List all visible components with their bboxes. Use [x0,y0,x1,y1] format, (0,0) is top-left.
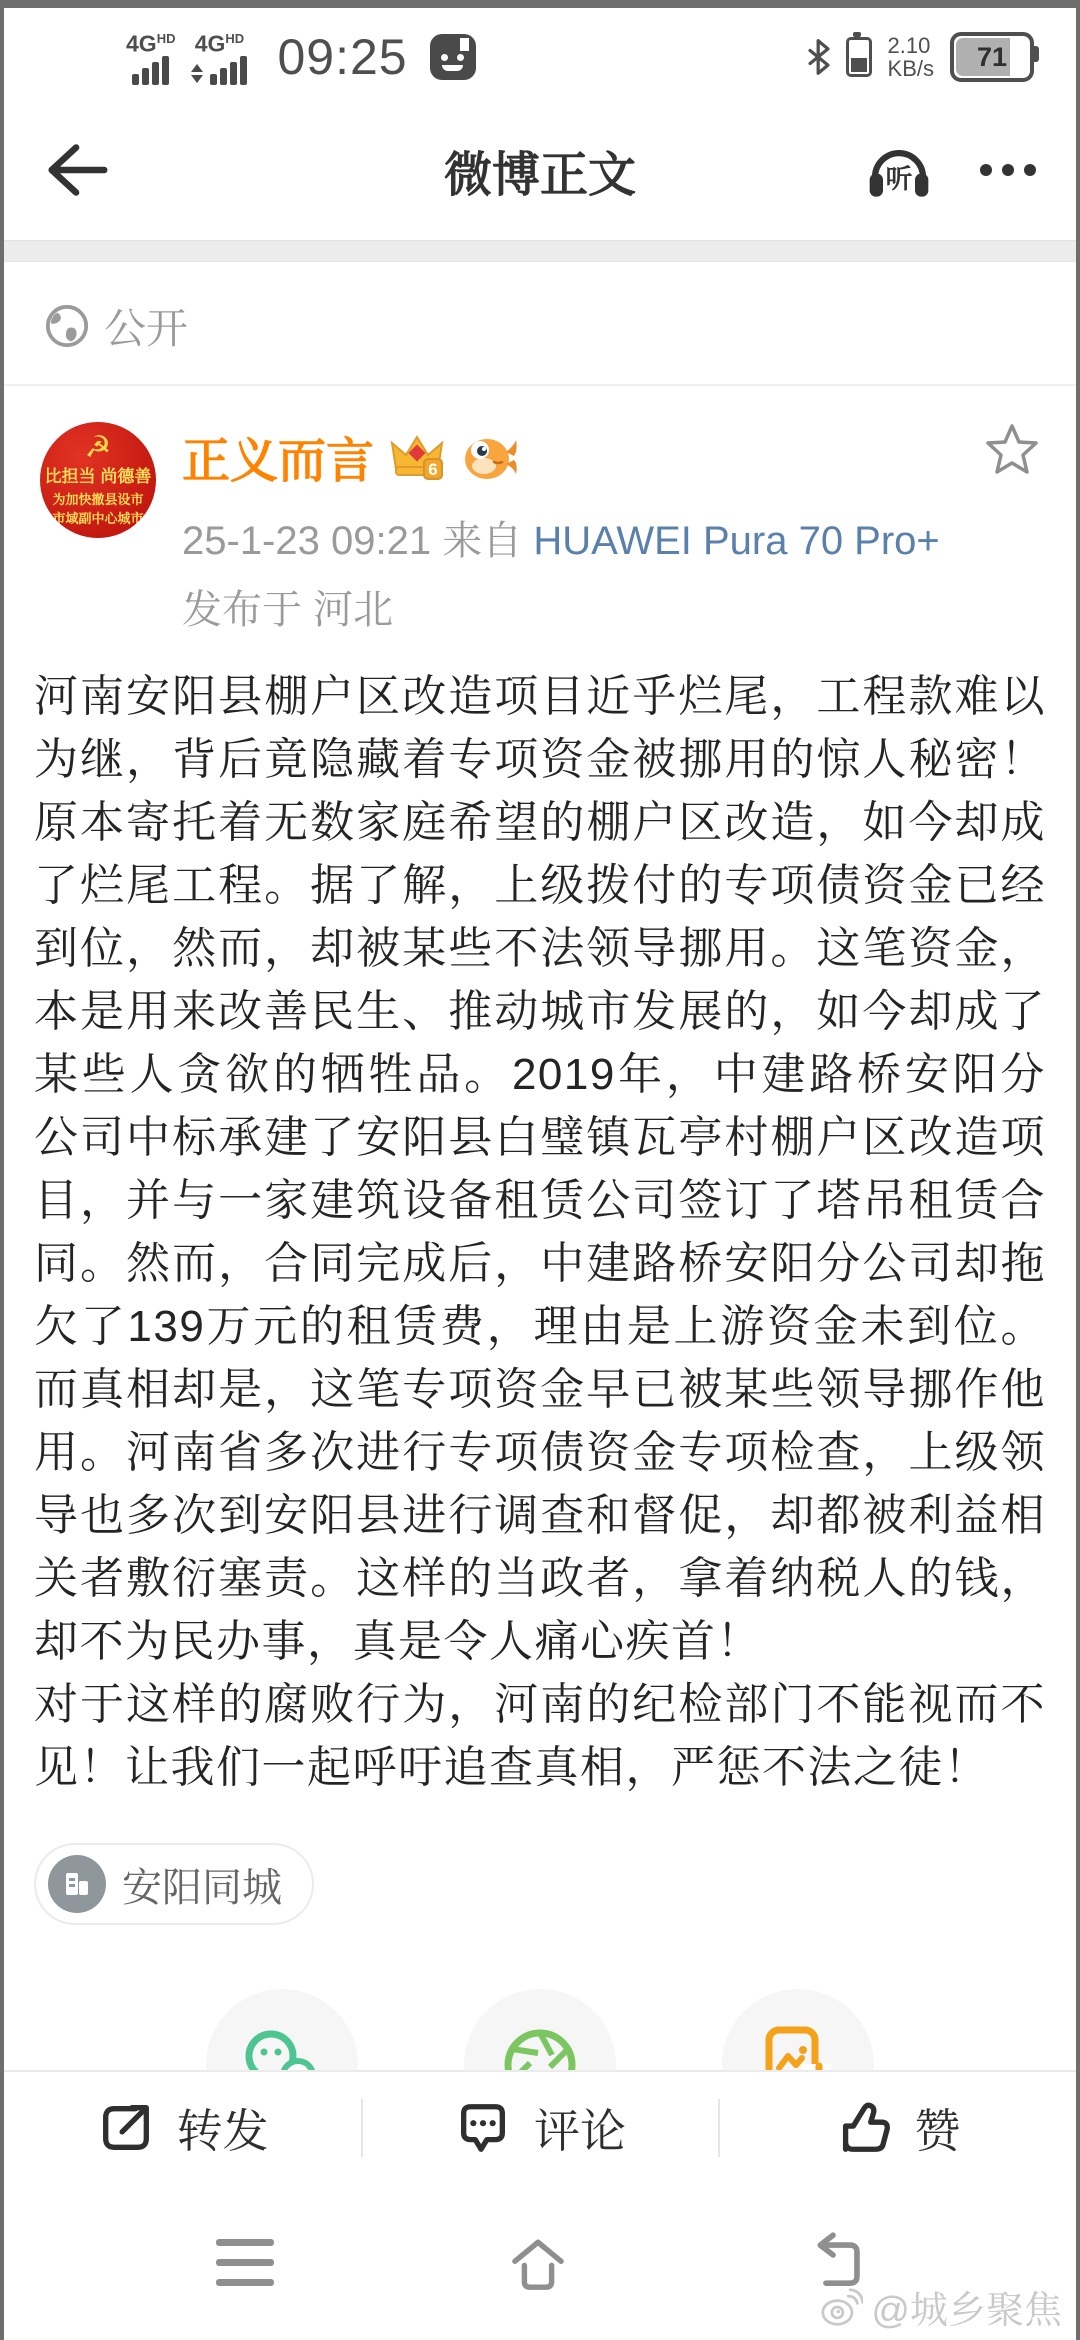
avatar[interactable]: ☭ 比担当 尚德善 为加快撤县设市 市域副中心城市 [40,422,156,538]
city-building-icon [48,1855,106,1913]
screen-top-edge [4,0,1076,8]
network-type-sim2: $4G^{HD}$ [194,30,245,57]
svg-text:听: 听 [885,163,913,194]
like-button[interactable] [719,2095,1076,2161]
post-paragraph: 对于这样的腐败行为，河南的纪检部门不能视而不见！让我们一起呼吁追查真相，严惩不法之徒！ [34,1680,1046,1792]
battery-percent: 71 [976,41,1008,72]
section-separator [4,240,1076,262]
author-row [4,386,1076,635]
favorite-star-icon[interactable] [984,422,1040,476]
more-options-icon[interactable] [980,164,1036,176]
visibility-label: 公开 [104,305,189,352]
action-bar [4,2070,1076,2184]
like-label: 赞 [914,2105,961,2157]
watermark [819,2279,1062,2334]
post-body [34,665,1046,1799]
bluetooth-icon [806,37,832,77]
like-thumb-icon [834,2099,892,2157]
status-bar-right [806,32,1034,82]
notification-app-icon [430,34,476,80]
listen-icon[interactable] [864,138,934,202]
network-speed: 2.10 KB/s [887,33,934,81]
vip-crown-badge-icon [388,431,446,483]
network-type-sim1: $4G^{HD}$ [126,30,176,57]
signal-sim2-icon [191,29,247,86]
post-meta [182,509,940,566]
repost-button[interactable] [4,2095,361,2161]
comment-label: 评论 [533,2105,626,2157]
bottom-bars [4,2070,1076,2340]
post-paragraph: 河南安阳县棚户区改造项目近乎烂尾，工程款难以为继，背后竟隐藏着专项资金被挪用的惊人秘密！原本寄托着无数家庭希望的棚户区改造，如今却成了烂尾工程。据了解，上级拨付的专项债资金已经到位，然而，却被某些不法领导挪用。这笔资金，本是用来改善民生、推动城市发展的，如今却成了某些人贪欲的牺牲品。2019年，中建路桥安阳分公司中标承建了安阳县白璧镇瓦亭村棚户区改造项目，并与一家建筑设备租赁公司签订了塔吊租赁合同。然而，合同完成后，中建路桥安阳分公司却拖欠了139万元的租赁费，理由是上游资金未到位。而真相却是，这笔专项资金早已被某些领导挪作他用。河南省多次进行专项债资金专项检查，上级领导也多次到安阳县进行调查和督促，却都被利益相关者敷衍塞责。这样的当政者，拿着纳税人的钱，却不为民办事，真是令人痛心疾首！ [34,672,1046,1666]
signal-bars-sim2-icon [191,56,247,85]
post-location: 发布于 河北 [182,588,394,632]
watermark-text: @城乡聚焦 [871,2290,1062,2332]
comment-icon [454,2099,512,2157]
svg-text:6: 6 [428,459,438,479]
status-time: 09:25 [277,29,408,85]
signal-bars-sim1-icon [132,56,169,85]
weibo-logo-icon [819,2287,863,2327]
repost-label: 转发 [176,2105,269,2157]
fish-emoji-icon [460,432,518,482]
source-device-link[interactable]: HUAWEI Pura 70 Pro+ [533,519,940,563]
status-bar [4,8,1076,100]
globe-icon [44,303,90,349]
visibility-row [4,262,1076,384]
source-prefix: 来自 [442,519,523,563]
post-date: 25-1-23 09:21 [182,519,432,563]
party-emblem-icon: ☭ [84,429,112,465]
battery-icon [950,32,1034,82]
author-name[interactable]: 正义而言 [182,435,375,488]
comment-button[interactable] [361,2095,718,2161]
tag-label: 安阳同城 [122,1865,282,1910]
local-tag-chip[interactable] [34,1843,314,1925]
recents-nav-icon[interactable] [216,2239,274,2286]
home-nav-icon[interactable] [504,2230,572,2294]
bt-device-battery-icon [846,37,872,77]
signal-sim1-icon [126,29,175,86]
header [4,100,1076,240]
repost-icon [97,2099,155,2157]
page-title: 微博正文 [443,148,636,202]
navigation-bar [4,2184,1076,2340]
